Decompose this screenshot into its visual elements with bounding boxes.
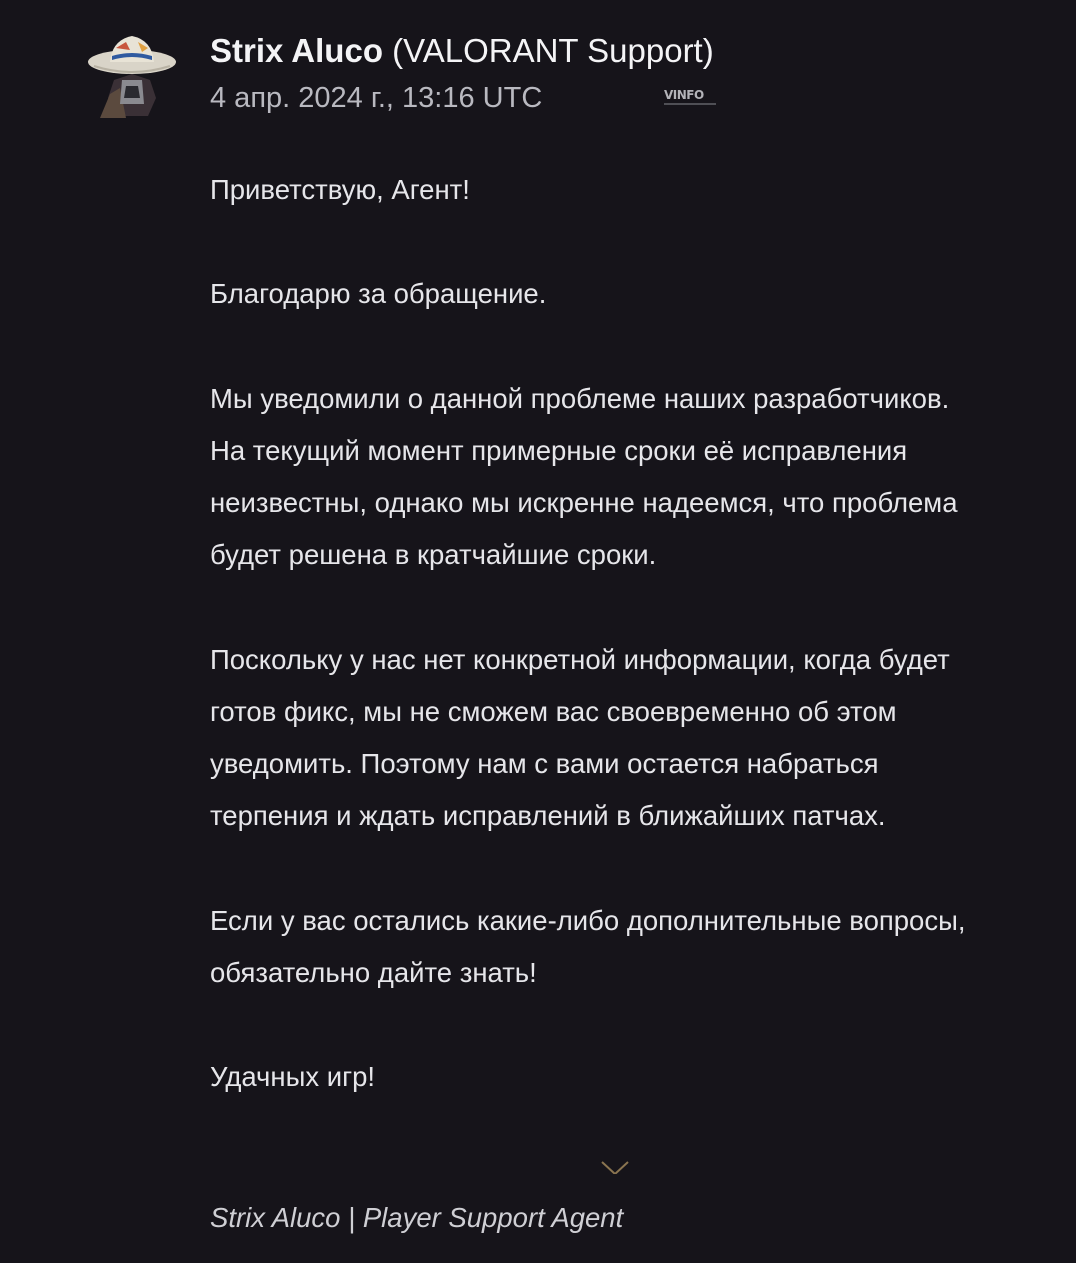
post-paragraph: Приветствую, Агент! [210, 174, 470, 205]
post-paragraph: Мы уведомили о данной проблеме наших разработчиков. На текущий момент примерные сроки её исправления неизвестны, однако мы искренне надеемся, что проблема будет решена в кратчайшие сроки. [210, 382, 958, 571]
post-paragraph: Поскольку у нас нет конкретной информации, когда будет готов фикс, мы не сможем вас своевременно об этом уведомить. Поэтому нам с вами остается набраться терпения и ждать исправлений в ближайших патчах. [210, 643, 950, 832]
post-header [210, 28, 1036, 122]
author-role: (VALORANT Support) [382, 32, 714, 69]
post-paragraph: Если у вас остались какие-либо дополнительные вопросы, обязательно дайте знать! [210, 904, 966, 988]
author-name[interactable]: Strix Aluco [210, 32, 383, 69]
author-avatar[interactable] [86, 28, 178, 120]
post-paragraph: Благодарю за обращение. [210, 278, 547, 310]
watermark-logo [664, 88, 716, 108]
watermark-text: VINFO [664, 88, 704, 102]
post-signature: Strix Aluco | Player Support Agent [210, 1202, 624, 1233]
post-body [210, 164, 1040, 1156]
watermark-underline [664, 103, 716, 105]
post-meta [210, 74, 1036, 122]
signature-divider [240, 1152, 990, 1174]
divider-ornament [240, 1152, 990, 1174]
post-paragraph: Удачных игр! [210, 1061, 376, 1093]
avatar-image [86, 28, 178, 120]
post-timestamp: 4 апр. 2024 г., 13:16 UTC [210, 82, 543, 114]
author-line [210, 28, 1036, 74]
